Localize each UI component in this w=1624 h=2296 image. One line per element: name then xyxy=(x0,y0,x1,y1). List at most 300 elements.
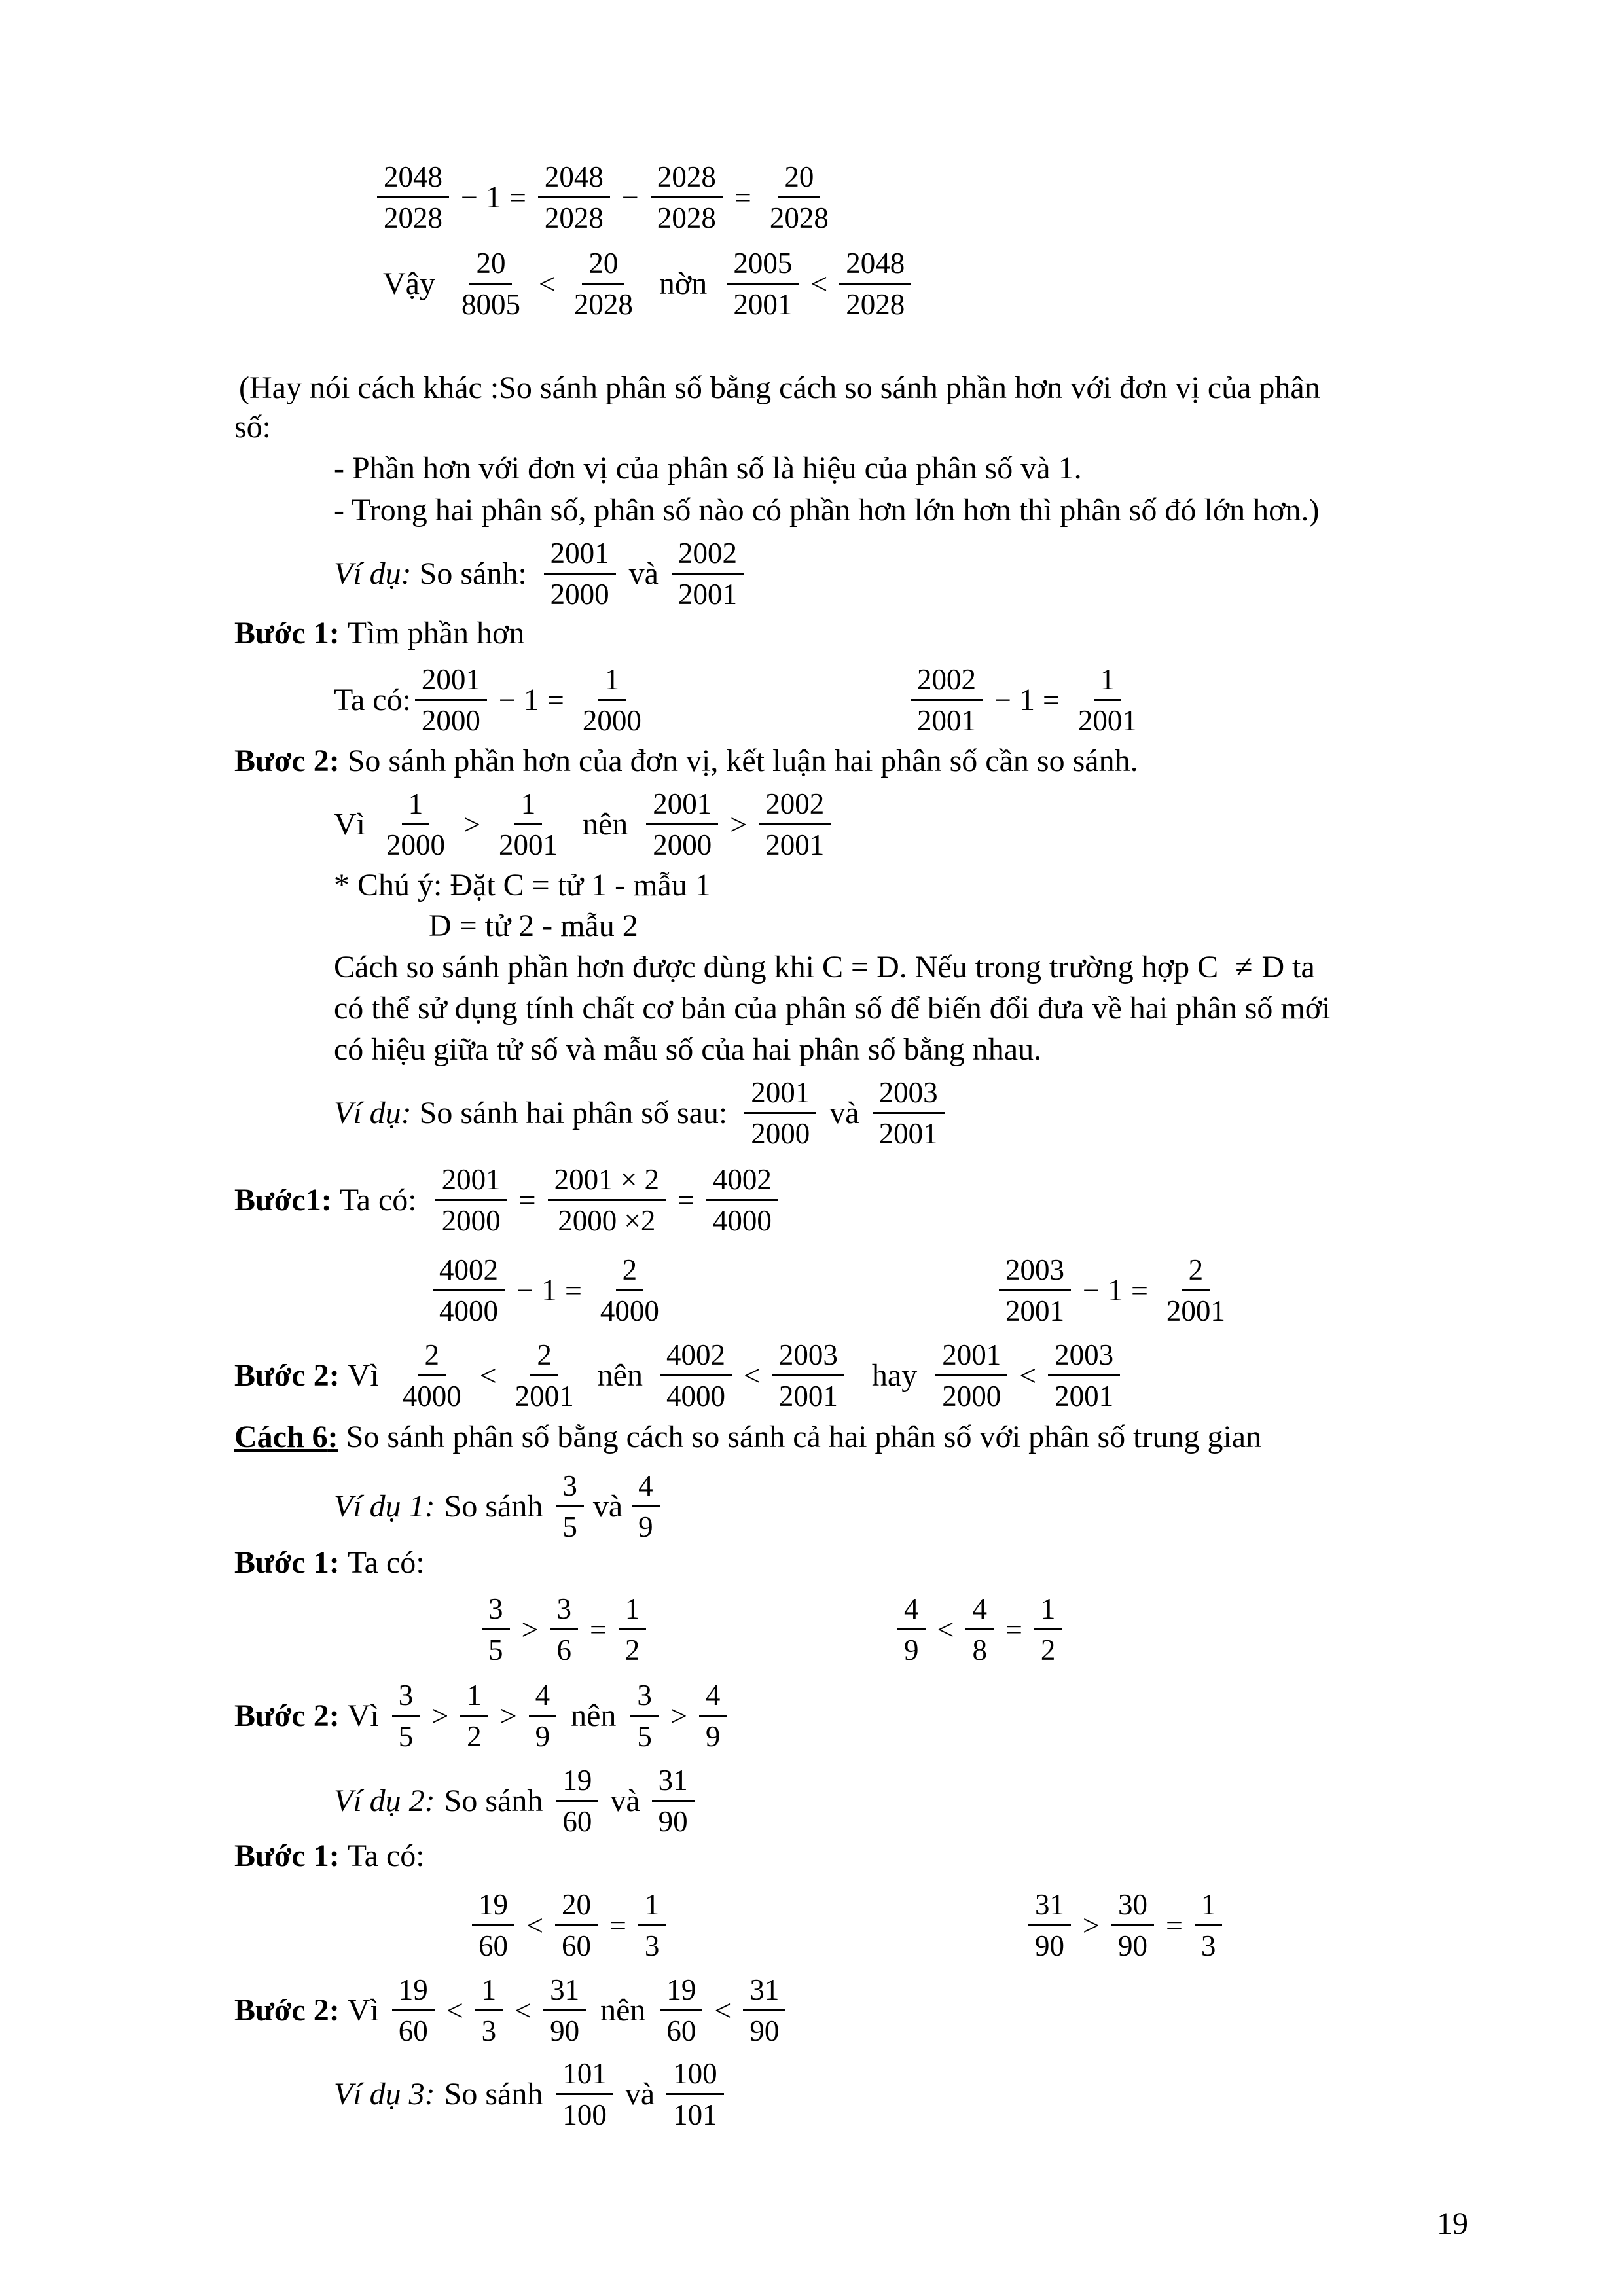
numerator: 2 xyxy=(418,1335,446,1376)
fraction xyxy=(475,1970,503,2051)
fraction xyxy=(460,1676,488,1756)
numerator: 3 xyxy=(556,1466,584,1507)
denominator: 3 xyxy=(481,2015,497,2047)
equation-line-1 xyxy=(373,157,839,238)
denominator: 60 xyxy=(562,1805,592,1838)
example-label: Ví dụ 1: xyxy=(334,1488,435,1524)
numerator: 31 xyxy=(1028,1885,1071,1926)
numerator: 1 xyxy=(638,1885,666,1926)
numerator: 3 xyxy=(630,1676,659,1717)
greater-than-sign: > xyxy=(463,807,480,841)
less-than-sign: < xyxy=(743,1358,761,1392)
step-label: Bước 2: xyxy=(234,1357,340,1393)
denominator: 2028 xyxy=(769,202,829,234)
denominator: 2001 xyxy=(514,1380,574,1412)
equals-sign: = xyxy=(564,1273,582,1307)
step-text: Tìm phần hơn xyxy=(347,616,525,651)
denominator: 9 xyxy=(705,1720,721,1753)
numerator: 4 xyxy=(529,1676,557,1717)
paragraph-line: số: xyxy=(234,410,272,444)
not-equal-sign: ≠ xyxy=(1235,950,1253,984)
numerator: 31 xyxy=(543,1970,586,2011)
word-hay: hay xyxy=(871,1357,918,1393)
fraction xyxy=(433,1250,505,1331)
denominator: 2001 xyxy=(778,1380,838,1412)
numerator: 2048 xyxy=(377,157,449,198)
fraction xyxy=(660,1970,702,2051)
equals-sign: = xyxy=(1130,1273,1148,1307)
word-nen: nên xyxy=(600,1992,646,2028)
word-vi: Vì xyxy=(347,1698,379,1733)
numerator: 2001 xyxy=(935,1335,1007,1376)
example-text: So sánh xyxy=(444,2076,543,2111)
paragraph-text: Cách so sánh phần hơn được dùng khi C = D. Nếu trong trường hợp C xyxy=(334,950,1219,984)
numerator: 3 xyxy=(392,1676,420,1717)
paragraph-line xyxy=(334,949,1315,986)
numerator: 4 xyxy=(632,1466,660,1507)
denominator: 2001 xyxy=(1055,1380,1114,1412)
denominator: 2000 xyxy=(653,829,712,861)
section-text: So sánh phân số bằng cách so sánh cả hai phân số với phân số trung gian xyxy=(338,1420,1262,1454)
numerator: 1 xyxy=(598,660,626,701)
denominator: 60 xyxy=(561,1929,591,1962)
fraction xyxy=(544,533,616,614)
denominator: 2001 xyxy=(1166,1295,1225,1327)
numerator: 4 xyxy=(897,1589,926,1630)
numerator: 2001 xyxy=(415,660,487,701)
denominator: 3 xyxy=(1200,1929,1216,1962)
step-label: Bước 1: xyxy=(234,1545,340,1580)
less-than-sign: < xyxy=(479,1358,497,1392)
less-than-sign: < xyxy=(526,1908,543,1942)
equation-line xyxy=(907,660,1147,740)
fraction xyxy=(759,784,831,865)
numerator: 2002 xyxy=(759,784,831,825)
fraction xyxy=(482,1589,510,1670)
step-label: Bước1: xyxy=(234,1182,332,1217)
section-heading xyxy=(234,1419,1261,1456)
denominator: 2001 xyxy=(878,1117,938,1150)
fraction xyxy=(538,157,610,238)
less-than-sign: < xyxy=(538,266,556,300)
equals-sign: = xyxy=(1042,683,1060,717)
greater-than-sign: > xyxy=(1083,1908,1100,1942)
denominator: 90 xyxy=(658,1805,688,1838)
step-line xyxy=(234,1838,425,1874)
denominator: 2000 xyxy=(751,1117,810,1150)
fraction xyxy=(556,1761,598,1841)
numerator: 1 xyxy=(475,1970,503,2011)
fraction xyxy=(492,784,564,865)
denominator: 2001 xyxy=(917,704,976,737)
fraction xyxy=(744,1073,816,1153)
fraction xyxy=(772,1335,844,1416)
numerator: 2005 xyxy=(727,243,799,285)
denominator: 9 xyxy=(638,1511,653,1543)
example-text: So sánh: xyxy=(419,556,527,591)
denominator: 4000 xyxy=(666,1380,725,1412)
word-vi: Vì xyxy=(334,806,365,842)
fraction xyxy=(965,1589,994,1670)
denominator: 90 xyxy=(1035,1929,1064,1962)
minus-sign: − xyxy=(994,683,1011,717)
equation-line-2 xyxy=(383,243,915,324)
example-label: Ví dụ: xyxy=(334,1095,412,1130)
fraction xyxy=(435,1160,507,1240)
minus-sign: − xyxy=(461,180,478,214)
numerator: 2048 xyxy=(839,243,911,285)
numerator: 100 xyxy=(666,2054,724,2095)
less-than-sign: < xyxy=(714,1993,732,2027)
numerator: 2003 xyxy=(873,1073,945,1114)
less-than-sign: < xyxy=(446,1993,463,2027)
denominator: 2028 xyxy=(384,202,442,234)
example-line xyxy=(334,533,748,614)
step-line xyxy=(234,1335,1124,1416)
numerator: 2 xyxy=(1182,1250,1210,1291)
numerator: 1 xyxy=(1195,1885,1223,1926)
example-label: Ví dụ: xyxy=(334,556,412,591)
denominator: 2000 xyxy=(386,829,445,861)
word-va: và xyxy=(592,1488,623,1524)
word-nen: nên xyxy=(597,1357,643,1393)
fraction xyxy=(392,1970,435,2051)
fraction xyxy=(666,2054,724,2134)
word-vi: Vì xyxy=(347,1357,379,1393)
fraction xyxy=(509,1335,581,1416)
fraction xyxy=(935,1335,1007,1416)
numerator: 19 xyxy=(392,1970,435,2011)
numerator: 19 xyxy=(660,1970,702,2011)
equation-line xyxy=(334,660,652,740)
equals-sign: = xyxy=(547,683,564,717)
denominator: 90 xyxy=(550,2015,580,2047)
fraction xyxy=(672,533,744,614)
word-va: và xyxy=(829,1095,859,1130)
fraction xyxy=(556,1466,584,1547)
numerator: 101 xyxy=(556,2054,613,2095)
denominator: 2001 xyxy=(765,829,825,861)
fraction xyxy=(646,784,718,865)
denominator: 8 xyxy=(972,1634,987,1666)
denominator: 2000 xyxy=(441,1204,501,1237)
denominator: 4000 xyxy=(712,1204,772,1237)
step-label: Bước 2: xyxy=(234,1698,340,1733)
equation-line xyxy=(893,1589,1066,1670)
numerator: 2 xyxy=(616,1250,644,1291)
denominator: 60 xyxy=(398,2015,428,2047)
step-label: Bươc 2: xyxy=(234,744,340,778)
denominator: 90 xyxy=(749,2015,780,2047)
fraction xyxy=(699,1676,727,1756)
fraction xyxy=(455,243,527,324)
fraction xyxy=(630,1676,659,1756)
example-label: Ví dụ 3: xyxy=(334,2076,435,2111)
section-label: Cách 6 xyxy=(234,1420,328,1454)
word-va: và xyxy=(628,556,659,591)
fraction xyxy=(706,1160,778,1240)
step-line xyxy=(234,1160,782,1240)
less-than-sign: < xyxy=(1019,1358,1037,1392)
word-non: nờn xyxy=(659,266,708,301)
denominator: 60 xyxy=(478,1929,508,1962)
denominator: 2001 xyxy=(733,288,793,321)
denominator: 2001 xyxy=(1077,704,1137,737)
denominator: 2028 xyxy=(573,288,633,321)
denominator: 5 xyxy=(637,1720,652,1753)
numerator: 20 xyxy=(469,243,512,285)
paragraph-text: D ta xyxy=(1261,950,1315,984)
greater-than-sign: > xyxy=(499,1698,517,1732)
word-nen: nên xyxy=(582,806,628,842)
equation-line xyxy=(334,784,835,865)
fraction xyxy=(1111,1885,1154,1965)
numerator: 1 xyxy=(460,1676,488,1717)
equals-sign: = xyxy=(518,1183,536,1217)
step-label: Bước 1: xyxy=(234,616,340,651)
denominator: 5 xyxy=(398,1720,414,1753)
fraction xyxy=(550,1589,578,1670)
numerator: 2002 xyxy=(911,660,983,701)
numerator: 4002 xyxy=(660,1335,732,1376)
fraction xyxy=(594,1250,666,1331)
numerator: 4002 xyxy=(706,1160,778,1201)
fraction xyxy=(548,1160,666,1240)
numerator: 1 xyxy=(514,784,543,825)
equals-sign: = xyxy=(589,1612,607,1646)
fraction xyxy=(568,243,640,324)
denominator: 5 xyxy=(488,1634,503,1666)
equation-line xyxy=(429,1250,670,1331)
less-than-sign: < xyxy=(810,266,828,300)
fraction xyxy=(839,243,911,324)
step-line xyxy=(234,615,524,652)
denominator: 101 xyxy=(673,2098,717,2131)
example-text: So sánh hai phân số sau: xyxy=(419,1095,728,1130)
denominator: 2028 xyxy=(846,288,905,321)
fraction xyxy=(543,1970,586,2051)
denominator: 2028 xyxy=(544,202,604,234)
number: 1 xyxy=(523,682,539,717)
fraction xyxy=(911,660,983,740)
fraction xyxy=(529,1676,557,1756)
numerator: 19 xyxy=(472,1885,514,1926)
numerator: 1 xyxy=(1094,660,1122,701)
paragraph-line: - Trong hai phân số, phân số nào có phần hơn lớn hơn thì phân số đó lớn hơn.) xyxy=(334,493,1320,528)
numerator: 2003 xyxy=(999,1250,1071,1291)
step-text: Ta có: xyxy=(347,1839,425,1873)
numerator: 3 xyxy=(550,1589,578,1630)
step-text: Ta có: xyxy=(347,1545,425,1580)
numerator: 4 xyxy=(699,1676,727,1717)
greater-than-sign: > xyxy=(431,1698,449,1732)
numerator: 2001 xyxy=(744,1073,816,1114)
numerator: 2048 xyxy=(538,157,610,198)
fraction xyxy=(632,1466,660,1547)
step-label: Bước 1: xyxy=(234,1839,340,1873)
numerator: 1 xyxy=(402,784,430,825)
fraction xyxy=(555,1885,598,1965)
word-va: và xyxy=(624,2076,655,2111)
step-line xyxy=(234,1676,731,1756)
numerator: 4 xyxy=(965,1589,994,1630)
fraction xyxy=(727,243,799,324)
denominator: 2 xyxy=(1040,1634,1056,1666)
denominator: 2000 xyxy=(582,704,641,737)
greater-than-sign: > xyxy=(670,1698,687,1732)
numerator: 2028 xyxy=(651,157,723,198)
denominator: 90 xyxy=(1117,1929,1147,1962)
number: 1 xyxy=(1019,682,1035,717)
paragraph-line: có hiệu giữa tử số và mẫu số của hai phân số bằng nhau. xyxy=(334,1032,1042,1067)
minus-sign: − xyxy=(621,180,639,214)
greater-than-sign: > xyxy=(730,807,748,841)
equals-sign: = xyxy=(677,1183,695,1217)
greater-than-sign: > xyxy=(521,1612,539,1646)
example-text: So sánh xyxy=(444,1488,543,1524)
fraction xyxy=(660,1335,732,1416)
example-text: So sánh xyxy=(444,1783,543,1818)
step-line xyxy=(234,1545,425,1581)
number: 1 xyxy=(541,1272,557,1308)
fraction xyxy=(576,660,648,740)
fraction xyxy=(377,157,449,238)
denominator: 2000 xyxy=(942,1380,1001,1412)
denominator: 6 xyxy=(556,1634,571,1666)
fraction xyxy=(415,660,487,740)
denominator: 2001 xyxy=(1005,1295,1064,1327)
minus-sign: − xyxy=(516,1273,533,1307)
numerator: 2001 xyxy=(544,533,616,575)
numerator: 20 xyxy=(555,1885,598,1926)
denominator: 2000 xyxy=(550,578,609,611)
paragraph-line: có thể sử dụng tính chất cơ bản của phân số để biến đổi đưa về hai phân số mới xyxy=(334,991,1331,1026)
fraction xyxy=(619,1589,647,1670)
equals-sign: = xyxy=(1005,1612,1022,1646)
numerator: 1 xyxy=(1034,1589,1062,1630)
note-line: * Chú ý: Đặt C = tử 1 - mẫu 1 xyxy=(334,868,711,903)
numerator: 2002 xyxy=(672,533,744,575)
numerator: 2 xyxy=(530,1335,558,1376)
word-va: và xyxy=(610,1783,640,1818)
equals-sign: = xyxy=(509,180,526,214)
numerator: 20 xyxy=(778,157,820,198)
fraction xyxy=(873,1073,945,1153)
numerator: 3 xyxy=(482,1589,510,1630)
fraction xyxy=(472,1885,514,1965)
equals-sign: = xyxy=(1165,1908,1183,1942)
denominator: 5 xyxy=(562,1511,577,1543)
less-than-sign: < xyxy=(514,1993,532,2027)
fraction xyxy=(380,784,452,865)
denominator: 4000 xyxy=(600,1295,659,1327)
example-line xyxy=(334,2054,728,2134)
numerator: 30 xyxy=(1111,1885,1154,1926)
numerator: 4002 xyxy=(433,1250,505,1291)
page-number: 19 xyxy=(1437,2206,1468,2241)
denominator: 9 xyxy=(904,1634,919,1666)
equation-line xyxy=(478,1589,650,1670)
note-line: D = tử 2 - mẫu 2 xyxy=(429,908,638,943)
fraction xyxy=(999,1250,1071,1331)
equation-line xyxy=(995,1250,1236,1331)
fraction xyxy=(1072,660,1144,740)
equation-line xyxy=(468,1885,670,1965)
numerator: 2001 xyxy=(435,1160,507,1201)
example-line xyxy=(334,1073,948,1153)
denominator: 4000 xyxy=(402,1380,461,1412)
fraction xyxy=(652,1761,695,1841)
numerator: 31 xyxy=(743,1970,785,2011)
numerator: 2001 × 2 xyxy=(548,1160,666,1201)
fraction xyxy=(638,1885,666,1965)
numerator: 19 xyxy=(556,1761,598,1802)
number: 1 xyxy=(485,179,501,215)
fraction xyxy=(1160,1250,1232,1331)
step-text: So sánh phần hơn của đơn vị, kết luận hai phân số cần so sánh. xyxy=(347,744,1138,778)
denominator: 3 xyxy=(644,1929,660,1962)
step-text: Ta có: xyxy=(339,1182,417,1217)
denominator: 100 xyxy=(562,2098,607,2131)
word-vay: Vậy xyxy=(383,266,435,301)
step-line xyxy=(234,1970,789,2051)
example-line xyxy=(334,1466,664,1547)
denominator: 2000 ×2 xyxy=(558,1204,656,1237)
denominator: 9 xyxy=(535,1720,550,1753)
denominator: 2001 xyxy=(677,578,737,611)
denominator: 2001 xyxy=(498,829,558,861)
fraction xyxy=(1034,1589,1062,1670)
fraction xyxy=(396,1335,468,1416)
minus-sign: − xyxy=(498,683,516,717)
paragraph-line: (Hay nói cách khác :So sánh phân số bằng cách so sánh phần hơn với đơn vị của phân xyxy=(239,370,1320,405)
numerator: 2003 xyxy=(772,1335,844,1376)
example-line xyxy=(334,1761,698,1841)
denominator: 2000 xyxy=(421,704,480,737)
minus-sign: − xyxy=(1083,1273,1100,1307)
numerator: 1 xyxy=(619,1589,647,1630)
example-label: Ví dụ 2: xyxy=(334,1783,435,1818)
fraction xyxy=(651,157,723,238)
fraction xyxy=(763,157,835,238)
fraction xyxy=(1028,1885,1071,1965)
equation-line xyxy=(1024,1885,1226,1965)
numerator: 20 xyxy=(582,243,624,285)
step-label: Bước 2: xyxy=(234,1992,340,2028)
word-ta-co: Ta có: xyxy=(334,682,411,717)
fraction xyxy=(743,1970,785,2051)
section-colon: : xyxy=(327,1420,338,1454)
denominator: 4000 xyxy=(439,1295,498,1327)
numerator: 2001 xyxy=(646,784,718,825)
word-vi: Vì xyxy=(347,1992,379,2028)
paragraph-line: - Phần hơn với đơn vị của phân số là hiệu của phân số và 1. xyxy=(334,451,1082,486)
number: 1 xyxy=(1107,1272,1123,1308)
fraction xyxy=(1195,1885,1223,1965)
denominator: 2028 xyxy=(657,202,716,234)
numerator: 31 xyxy=(652,1761,695,1802)
denominator: 2 xyxy=(467,1720,482,1753)
denominator: 60 xyxy=(666,2015,696,2047)
fraction xyxy=(897,1589,926,1670)
denominator: 8005 xyxy=(461,288,520,321)
fraction xyxy=(1048,1335,1120,1416)
word-nen: nên xyxy=(571,1698,617,1733)
fraction xyxy=(392,1676,420,1756)
less-than-sign: < xyxy=(937,1612,954,1646)
equals-sign: = xyxy=(609,1908,626,1942)
equals-sign: = xyxy=(734,180,751,214)
